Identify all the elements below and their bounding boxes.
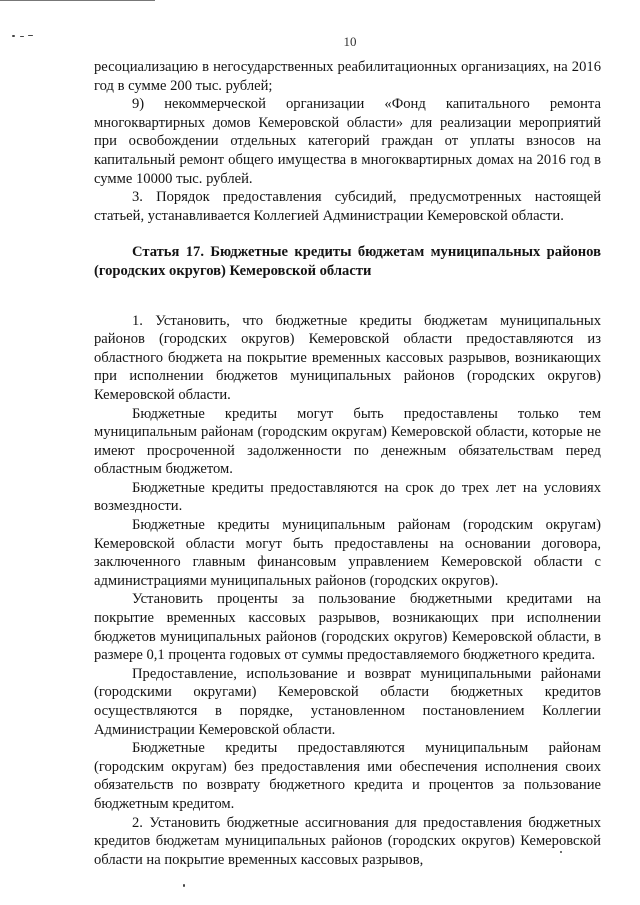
- body-paragraph: Бюджетные кредиты муниципальным районам (городским округам) Кемеровской области могут быть предоставлены на основании договора, заключенного главным финансовым управлением Кемеровской области с администрациями муниципальных районов (городских округов).: [94, 517, 601, 589]
- document-body: [94, 58, 601, 869]
- article-heading: Статья 17. Бюджетные кредиты бюджетам муниципальных районов (городских округов) Кемеровской области: [94, 244, 601, 279]
- page-number: 10: [343, 34, 357, 49]
- body-paragraph: 3. Порядок предоставления субсидий, предусмотренных настоящей статьей, устанавливается Коллегией Администрации Кемеровской области.: [94, 189, 601, 224]
- scan-edge-line: [0, 0, 155, 1]
- body-paragraph: Предоставление, использование и возврат муниципальными районами (городскими округами) Кемеровской области бюджетных кредитов осуществляются в порядке, установленном постановлением Коллегии Администрации Кемеровской области.: [94, 665, 601, 738]
- body-paragraph: 9) некоммерческой организации «Фонд капитального ремонта многоквартирных домов Кемеровской области» для реализации мероприятий при освобождении отдельных категорий граждан от уплаты взносов на капитальный ремонт общего имущества в многоквартирных домах на 2016 год в сумме 10000 тыс. рублей.: [94, 96, 601, 187]
- body-paragraph: Бюджетные кредиты предоставляются на срок до трех лет на условиях возмездности.: [94, 479, 601, 515]
- body-paragraph: 2. Установить бюджетные ассигнования для предоставления бюджетных кредитов бюджетам муниципальных районов (городских округов) Кемеровской области на покрытие временных кассовых разрывов,: [94, 814, 601, 868]
- body-paragraph: ресоциализацию в негосударственных реабилитационных организациях, на 2016 год в сумме 200 тыс. рублей;: [94, 59, 601, 94]
- body-paragraph: Бюджетные кредиты предоставляются муниципальным районам (городским округам) без предоставления ими обеспечения исполнения своих обязательств по возврату бюджетного кредита и процентов за пользование бюджетным кредитом.: [94, 740, 601, 812]
- body-paragraph: Бюджетные кредиты могут быть предоставлены только тем муниципальным районам (городским округам) Кемеровской области, которые не имеют просроченной задолженности по денежным обязательствам перед областным бюджетом.: [94, 405, 601, 478]
- body-paragraph: Установить проценты за пользование бюджетными кредитами на покрытие временных кассовых разрывов, возникающих при исполнении бюджетов муниципальных районов (городских округов) Кемеровской области, в размере 0,1 процента годовых от суммы предоставляемого бюджетного кредита.: [94, 591, 601, 664]
- scan-speck: [183, 884, 185, 887]
- body-paragraph: 1. Установить, что бюджетные кредиты бюджетам муниципальных районов (городских округов) Кемеровской области предоставляются из областного бюджета на покрытие временных кассовых разрывов, возникающих при исполнении бюджетов муниципальных районов (городских округов) Кемеровской области.: [94, 312, 601, 403]
